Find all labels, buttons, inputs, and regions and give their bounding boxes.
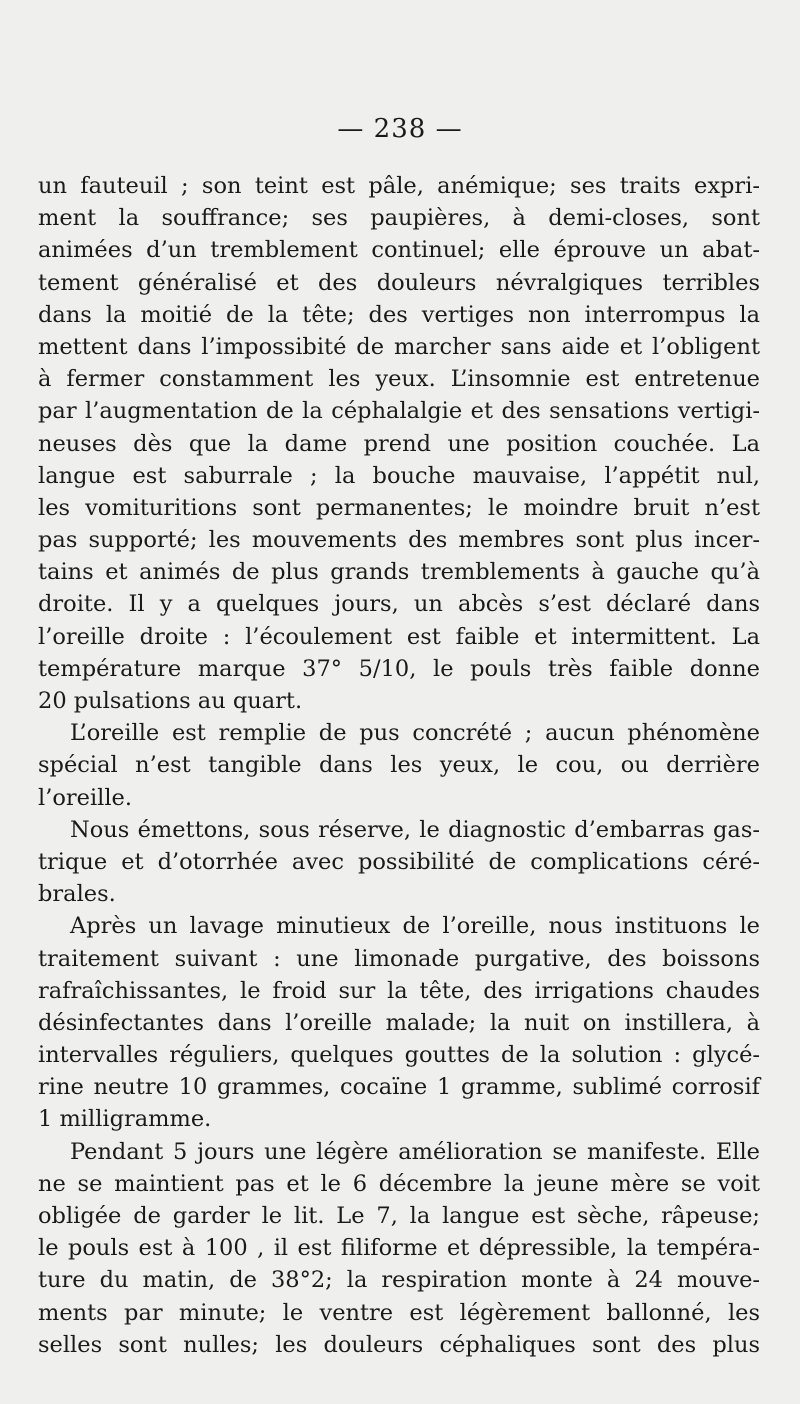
text-line: L’oreille est remplie de pus concrété ; aucun phénomène (70, 720, 760, 747)
text-line: neuses dès que la dame prend une position couchée. La (38, 430, 760, 457)
text-line: ne se maintient pas et le 6 décembre la jeune mère se voit (38, 1170, 760, 1197)
text-line: les vomituritions sont permanentes; le moindre bruit n’est (38, 494, 760, 521)
text-line: dans la moitié de la tête; des vertiges non interrompus la (38, 301, 760, 328)
text-line: l’oreille. (38, 784, 133, 811)
text-line: selles sont nulles; les douleurs céphaliques sont des plus (38, 1331, 760, 1358)
text-line: pas supporté; les mouvements des membres sont plus incer- (38, 527, 760, 554)
text-line: droite. Il y a quelques jours, un abcès s’est déclaré dans (38, 591, 760, 618)
page-number: — 238 — (337, 114, 463, 144)
text-line: ments par minute; le ventre est légèrement ballonné, les (38, 1299, 760, 1326)
text-line: traitement suivant : une limonade purgative, des boissons (38, 945, 760, 972)
text-line: Nous émettons, sous réserve, le diagnostic d’embarras gas- (70, 816, 760, 843)
text-line: désinfectantes dans l’oreille malade; la nuit on instillera, à (38, 1009, 760, 1036)
body-text (38, 170, 760, 1361)
text-line: par l’augmentation de la céphalalgie et des sensations vertigi- (38, 398, 760, 425)
text-line: température marque 37° 5/10, le pouls très faible donne (38, 655, 760, 682)
text-line: spécial n’est tangible dans les yeux, le cou, ou derrière (38, 752, 760, 779)
text-line: tains et animés de plus grands tremblements à gauche qu’à (38, 559, 760, 586)
text-line: langue est saburrale ; la bouche mauvaise, l’appétit nul, (38, 462, 760, 489)
text-line: animées d’un tremblement continuel; elle éprouve un abat- (38, 237, 760, 264)
text-line: 1 milligramme. (38, 1106, 212, 1133)
text-line: rine neutre 10 grammes, cocaïne 1 gramme, sublimé corrosif (38, 1074, 760, 1101)
text-line: ture du matin, de 38°2; la respiration monte à 24 mouve- (38, 1267, 760, 1294)
text-line: le pouls est à 100 , il est filiforme et dépressible, la tempéra- (38, 1235, 760, 1262)
text-line: mettent dans l’impossibité de marcher sans aide et l’obligent (38, 333, 760, 360)
text-line: obligée de garder le lit. Le 7, la langue est sèche, râpeuse; (38, 1203, 760, 1229)
text-line: tement généralisé et des douleurs névralgiques terribles (38, 269, 760, 296)
text-line: l’oreille droite : l’écoulement est faible et intermittent. La (38, 623, 760, 650)
text-line: Après un lavage minutieux de l’oreille, nous instituons le (70, 913, 760, 940)
text-line: intervalles réguliers, quelques gouttes de la solution : glycé- (38, 1042, 760, 1069)
text-line: 20 pulsations au quart. (38, 688, 303, 714)
text-line: ment la souffrance; ses paupières, à demi-closes, sont (38, 205, 760, 232)
text-line: trique et d’otorrhée avec possibilité de complications céré- (38, 848, 760, 875)
text-line: Pendant 5 jours une légère amélioration se manifeste. Elle (70, 1138, 760, 1165)
text-line: brales. (38, 881, 116, 908)
text-line: rafraîchissantes, le froid sur la tête, des irrigations chaudes (38, 977, 760, 1004)
text-line: un fauteuil ; son teint est pâle, anémique; ses traits expri- (38, 173, 760, 199)
text-line: à fermer constamment les yeux. L’insomnie est entretenue (38, 366, 760, 393)
